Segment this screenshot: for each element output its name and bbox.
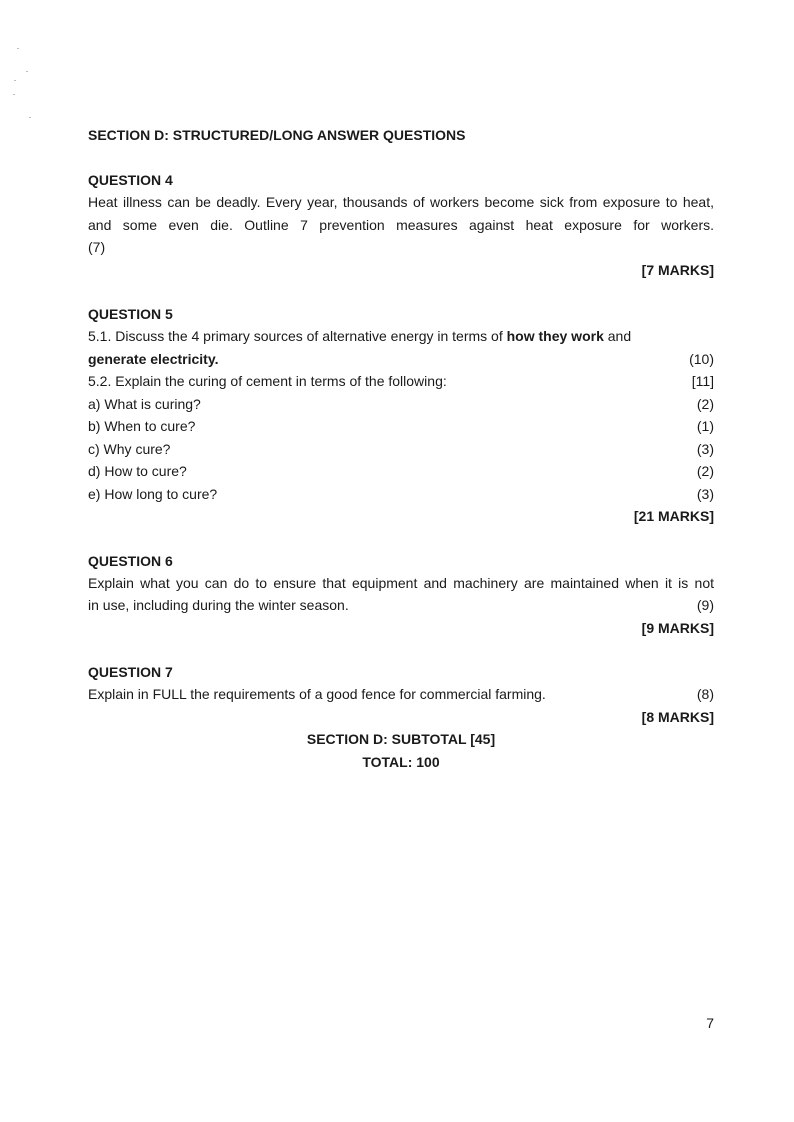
- question-7-mark: (8): [696, 686, 714, 702]
- sub-item-text: e) How long to cure?: [88, 485, 218, 502]
- question-7-title: QUESTION 7: [88, 664, 173, 680]
- sub-item-mark: (3): [696, 485, 714, 502]
- scan-speck: [14, 80, 16, 81]
- scan-speck: [13, 94, 15, 95]
- question-6-line-2-text: in use, including during the winter season.: [88, 597, 349, 613]
- question-7-text: Explain in FULL the requirements of a good fence for commercial farming.: [88, 686, 546, 702]
- sub-item-mark: (3): [696, 440, 714, 457]
- sub-item-text: a) What is curing?: [88, 395, 201, 412]
- question-4-mark: (7): [88, 239, 106, 255]
- question-4-line-1: Heat illness can be deadly. Every year, thousands of workers become sick from exposure to heat,: [88, 194, 714, 210]
- sub-item: [88, 415, 714, 438]
- question-6: [88, 550, 714, 640]
- question-7-total-marks: [8 MARKS]: [641, 708, 714, 725]
- scan-speck: [26, 71, 28, 72]
- question-5-1-line-1: [88, 325, 714, 348]
- question-5-2-text: 5.2. Explain the curing of cement in terms of the following:: [88, 373, 447, 389]
- page-number: 7: [706, 1015, 714, 1031]
- question-5-1-mark: (10): [689, 350, 714, 367]
- question-5-1-emphasis: how they work: [506, 328, 604, 344]
- question-5-1-emphasis-2: generate electricity.: [88, 350, 219, 367]
- sub-item-mark: (1): [696, 418, 714, 434]
- section-title: SECTION D: STRUCTURED/LONG ANSWER QUESTIONS: [88, 127, 466, 143]
- sub-item-text: d) How to cure?: [88, 463, 187, 479]
- question-6-line-2: [88, 594, 714, 617]
- question-5-total-marks: [21 MARKS]: [633, 508, 714, 524]
- section-subtotal: SECTION D: SUBTOTAL [45]: [306, 731, 496, 747]
- sub-item-mark: (2): [696, 463, 714, 479]
- question-4-total-marks: [7 MARKS]: [641, 261, 714, 278]
- scan-speck: [17, 48, 19, 49]
- question-7: [88, 661, 714, 728]
- question-5-2-line: [88, 370, 714, 393]
- question-6-title: QUESTION 6: [88, 552, 173, 569]
- question-7-line-1: [88, 683, 714, 706]
- question-6-line-1: Explain what you can do to ensure that equipment and machinery are maintained when it is not: [88, 574, 714, 591]
- question-5-1-text-end: and: [603, 328, 632, 344]
- question-6-mark: (9): [696, 597, 714, 613]
- sub-item-text: b) When to cure?: [88, 418, 196, 434]
- sub-item: [88, 393, 714, 416]
- sub-item: [88, 483, 714, 506]
- sub-item: [88, 438, 714, 461]
- scan-speck: [29, 117, 31, 118]
- question-4: [88, 169, 714, 281]
- question-5-2-mark: [11]: [691, 373, 714, 389]
- question-5: [88, 303, 714, 528]
- sub-item: [88, 460, 714, 483]
- question-5-1-text: 5.1. Discuss the 4 primary sources of alternative energy in terms of: [88, 328, 507, 344]
- question-6-total-marks: [9 MARKS]: [641, 619, 714, 636]
- sub-item-mark: (2): [696, 395, 714, 412]
- question-5-title: QUESTION 5: [88, 306, 173, 322]
- exam-page-content: [88, 120, 714, 773]
- sub-item-text: c) Why cure?: [88, 440, 171, 457]
- question-4-line-2: and some even die. Outline 7 prevention measures against heat exposure for workers.: [88, 216, 714, 233]
- question-4-title: QUESTION 4: [88, 172, 173, 188]
- grand-total: TOTAL: 100: [362, 753, 440, 770]
- question-5-1-line-2: [88, 348, 714, 371]
